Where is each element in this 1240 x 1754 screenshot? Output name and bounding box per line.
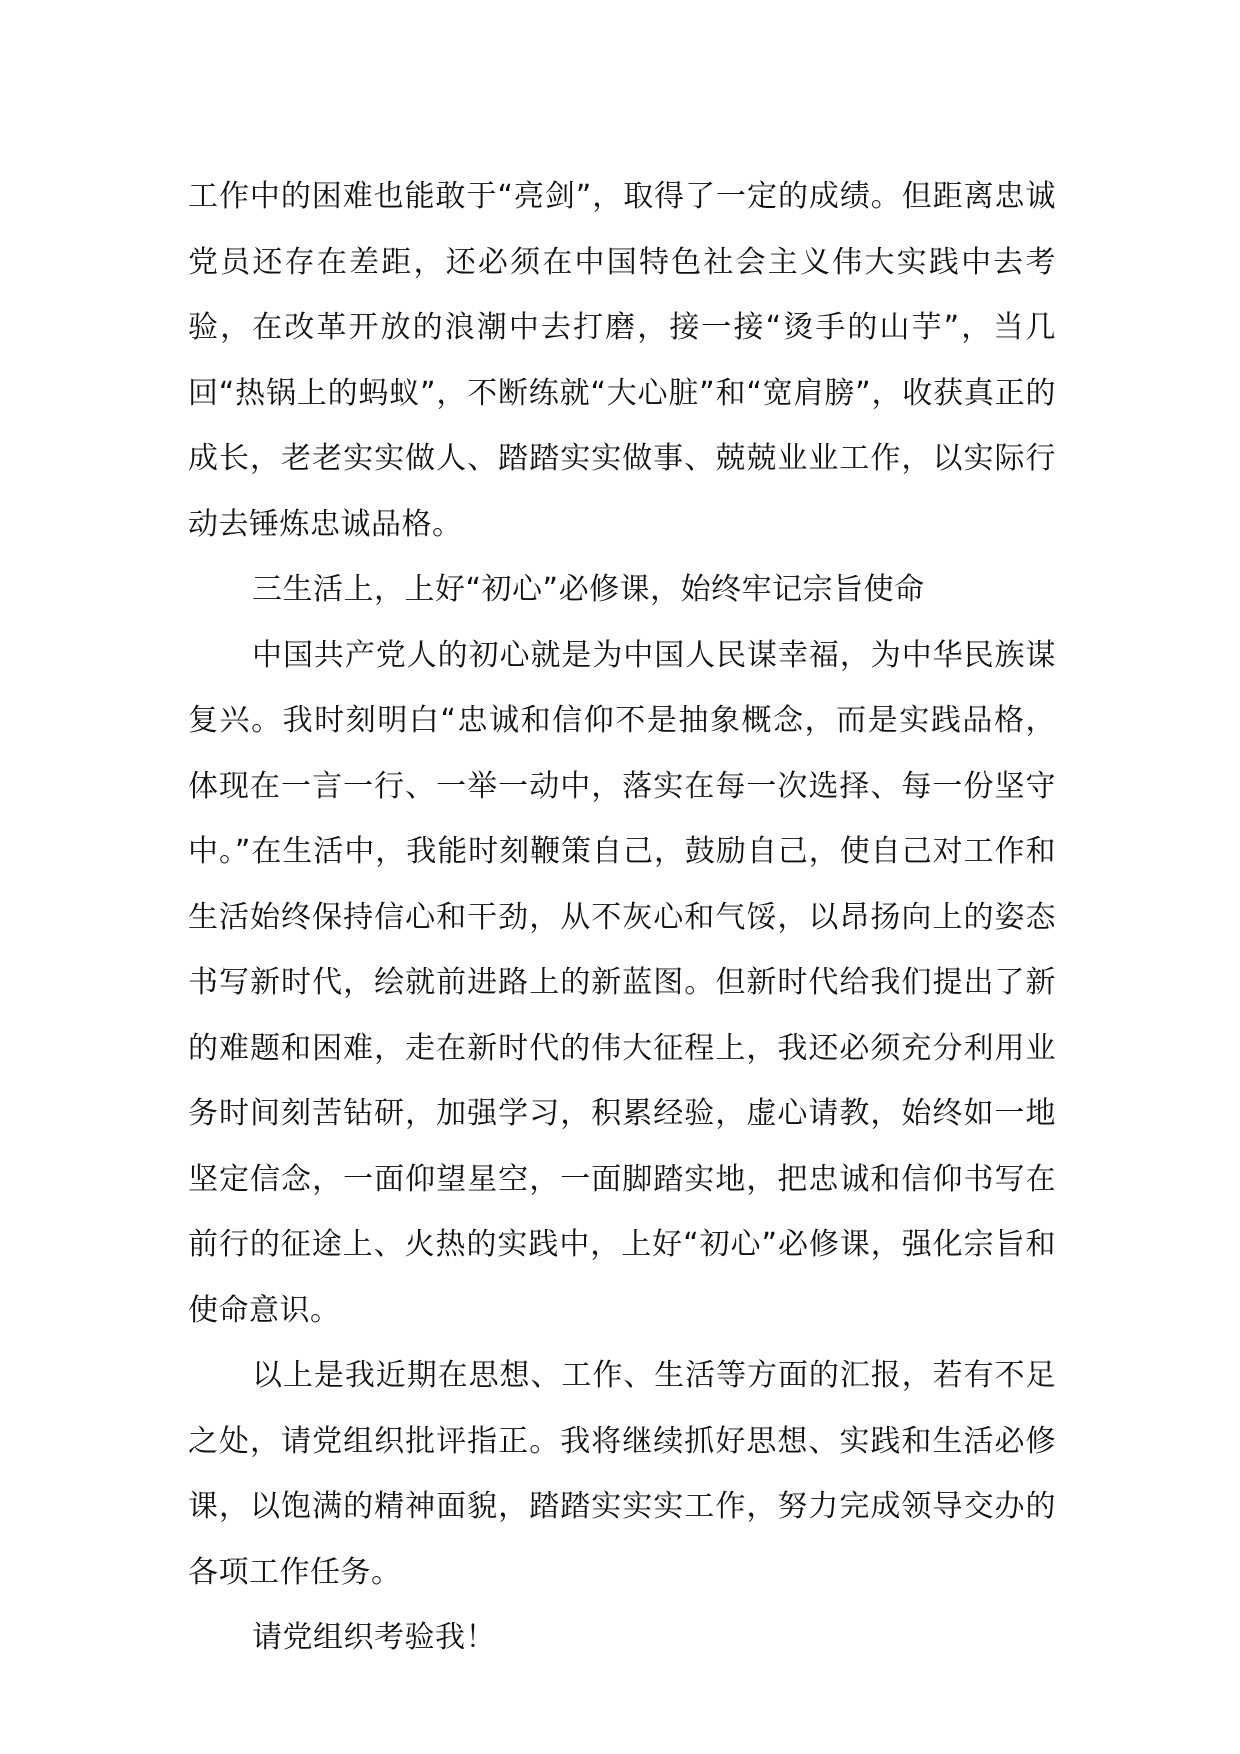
paragraph-work-continued: 工作中的困难也能敢于“亮剑”，取得了一定的成绩。但距离忠诚党员还存在差距，还必须在中国特色社会主义伟大实践中去考验，在改革开放的浪潮中去打磨，接一接“烫手的山芋”，当几回“热锅上的蚂蚁”，不断练就“大心脏”和“宽肩膀”，收获真正的成长，老老实实做人、踏踏实实做事、兢兢业业工作，以实际行动去锤炼忠诚品格。 <box>188 179 1056 542</box>
document-body <box>188 164 1056 1671</box>
paragraph-closing: 请党组织考验我！ <box>252 1620 496 1655</box>
paragraph-original-aspiration: 中国共产党人的初心就是为中国人民谋幸福，为中华民族谋复兴。我时刻明白“忠诚和信仰不是抽象概念，而是实践品格，体现在一言一行、一举一动中，落实在每一次选择、每一份坚守中。”在生活中，我能时刻鞭策自己，鼓励自己，使自己对工作和生活始终保持信心和干劲，从不灰心和气馁，以昂扬向上的姿态书写新时代，绘就前进路上的新蓝图。但新时代给我们提出了新的难题和困难，走在新时代的伟大征程上，我还必须充分利用业务时间刻苦钻研，加强学习，积累经验，虚心请教，始终如一地坚定信念，一面仰望星空，一面脚踏实地，把忠诚和信仰书写在前行的征途上、火热的实践中，上好“初心”必修课，强化宗旨和使命意识。 <box>188 637 1056 1328</box>
paragraph-summary: 以上是我近期在思想、工作、生活等方面的汇报，若有不足之处，请党组织批评指正。我将继续抓好思想、实践和生活必修课，以饱满的精神面貌，踏踏实实实工作，努力完成领导交办的各项工作任务。 <box>188 1358 1056 1590</box>
section-heading-life: 三生活上，上好“初心”必修课，始终牢记宗旨使命 <box>252 572 925 607</box>
